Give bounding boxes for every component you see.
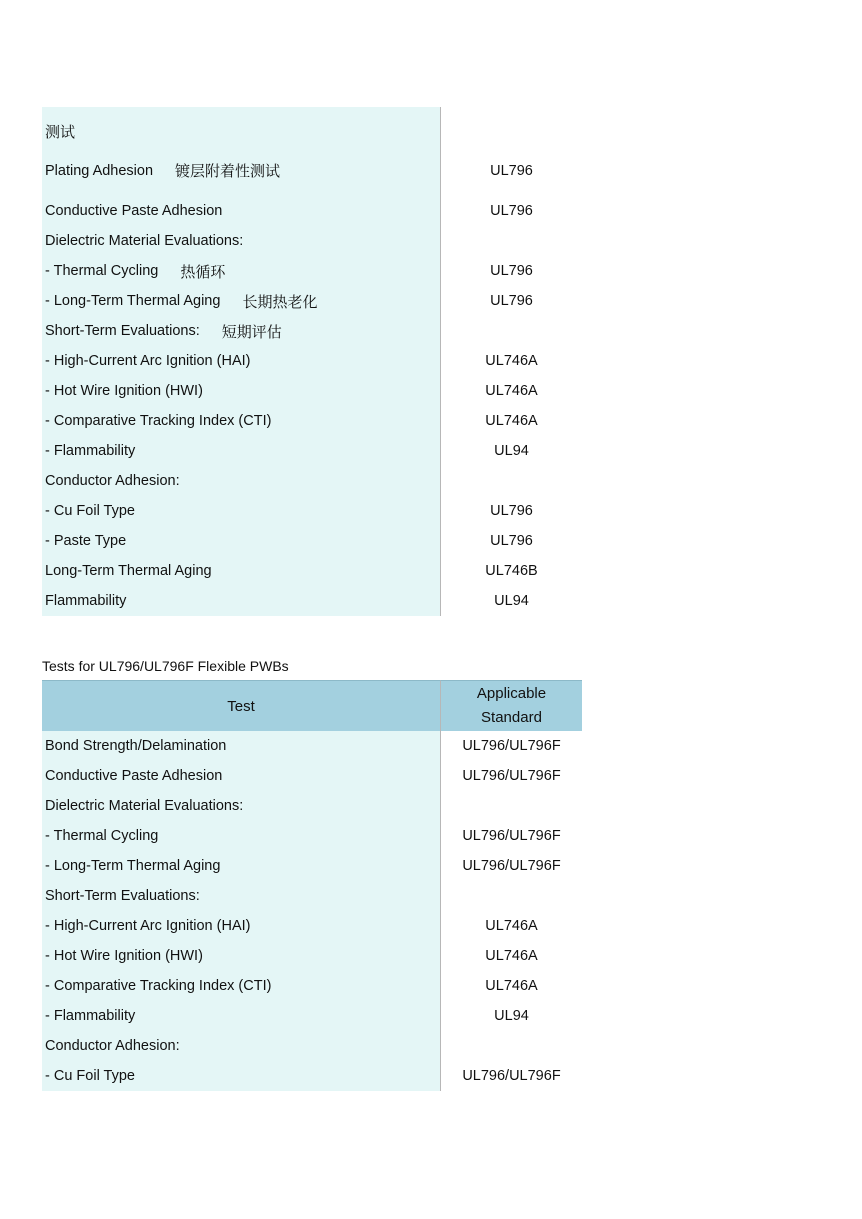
table-row (42, 881, 582, 911)
standard-cell (440, 466, 582, 496)
test-label: Conductive Paste Adhesion (45, 203, 223, 219)
test-cell: - Cu Foil Type (42, 1061, 440, 1091)
test-label: - Hot Wire Ignition (HWI) (45, 383, 203, 399)
test-label: - Cu Foil Type (45, 503, 135, 519)
standard-cell: UL796 (440, 286, 582, 316)
table-row (42, 496, 582, 526)
table-row (42, 586, 582, 616)
table-row (42, 286, 582, 316)
spacer-row (42, 186, 582, 196)
test-cell (42, 196, 440, 226)
table-ul796-rigid (42, 107, 582, 616)
standard-cell: UL94 (440, 1001, 582, 1031)
header-cell-test (42, 107, 440, 155)
test-cell: Short-Term Evaluations: (42, 881, 440, 911)
test-cell: Dielectric Material Evaluations: (42, 791, 440, 821)
table-row (42, 406, 582, 436)
standard-cell (440, 226, 582, 256)
table-row (42, 436, 582, 466)
table-row (42, 821, 582, 851)
standard-cell: UL796 (440, 496, 582, 526)
standard-cell: UL796/UL796F (440, 821, 582, 851)
table-row (42, 941, 582, 971)
test-cell: - Comparative Tracking Index (CTI) (42, 971, 440, 1001)
test-label: - Long-Term Thermal Aging (45, 293, 221, 309)
standard-cell: UL746A (440, 941, 582, 971)
standard-cell: UL746A (440, 971, 582, 1001)
table-row (42, 791, 582, 821)
standard-cell (440, 791, 582, 821)
standard-cell: UL796/UL796F (440, 851, 582, 881)
standard-cell: UL746A (440, 346, 582, 376)
header-cell-standard (440, 680, 582, 731)
table-row (42, 731, 582, 761)
test-cell: - Long-Term Thermal Aging (42, 851, 440, 881)
test-cell: Conductor Adhesion: (42, 1031, 440, 1061)
table-ul796f-flexible (42, 680, 582, 1091)
test-cell (42, 586, 440, 616)
table-row (42, 761, 582, 791)
test-label-zh: 短期评估 (221, 322, 282, 341)
table-header-row (42, 107, 582, 155)
standard-cell: UL796 (440, 256, 582, 286)
table-row (42, 911, 582, 941)
standard-cell: UL796 (440, 155, 582, 186)
header-standard-line2: Standard (481, 709, 542, 726)
table-row (42, 556, 582, 586)
test-label-zh: 热循环 (180, 262, 226, 281)
table-row (42, 526, 582, 556)
table-row (42, 155, 582, 186)
test-label: - Flammability (45, 443, 136, 459)
table-row (42, 971, 582, 1001)
test-cell (42, 526, 440, 556)
header-standard-line1: Applicable (476, 685, 547, 702)
standard-cell: UL796 (440, 526, 582, 556)
test-cell: - Flammability (42, 1001, 440, 1031)
test-label: Dielectric Material Evaluations: (45, 233, 244, 249)
test-label-zh: 长期热老化 (242, 292, 318, 311)
table-row (42, 851, 582, 881)
test-cell (42, 346, 440, 376)
standard-cell: UL796 (440, 196, 582, 226)
test-label: Flammability (45, 593, 127, 609)
test-cell (42, 155, 440, 186)
standard-cell: UL94 (440, 436, 582, 466)
test-label-zh: 镀层附着性测试 (175, 162, 281, 180)
test-label: - Paste Type (45, 533, 127, 549)
test-cell (42, 256, 440, 286)
table-caption: Tests for UL796/UL796F Flexible PWBs (42, 658, 289, 674)
table-row (42, 316, 582, 346)
standard-cell: UL746A (440, 911, 582, 941)
standard-cell: UL796/UL796F (440, 1061, 582, 1091)
test-label: - Comparative Tracking Index (CTI) (45, 413, 272, 429)
table-row (42, 376, 582, 406)
test-label: Conductor Adhesion: (45, 473, 180, 489)
test-cell: Conductive Paste Adhesion (42, 761, 440, 791)
header-cell-standard (440, 107, 582, 155)
table-row (42, 346, 582, 376)
standard-cell: UL796/UL796F (440, 761, 582, 791)
test-cell: - Thermal Cycling (42, 821, 440, 851)
test-cell: Bond Strength/Delamination (42, 731, 440, 761)
test-label: Plating Adhesion (45, 162, 154, 179)
test-label: Short-Term Evaluations: (45, 323, 200, 339)
header-cell-test: Test (42, 680, 440, 731)
test-label: - High-Current Arc Ignition (HAI) (45, 353, 251, 369)
test-cell: - High-Current Arc Ignition (HAI) (42, 911, 440, 941)
table-row (42, 1061, 582, 1091)
test-cell (42, 556, 440, 586)
standard-cell (440, 881, 582, 911)
test-cell (42, 406, 440, 436)
header-zh-label: 测试 (45, 122, 76, 141)
table-row (42, 1001, 582, 1031)
test-cell (42, 376, 440, 406)
standard-cell (440, 316, 582, 346)
standard-cell: UL94 (440, 586, 582, 616)
table-row (42, 256, 582, 286)
table-row (42, 196, 582, 226)
test-cell (42, 496, 440, 526)
test-label: Long-Term Thermal Aging (45, 563, 212, 579)
test-cell (42, 466, 440, 496)
test-cell (42, 316, 440, 346)
table-header-row (42, 680, 582, 731)
test-cell (42, 226, 440, 256)
table-row (42, 1031, 582, 1061)
test-cell: - Hot Wire Ignition (HWI) (42, 941, 440, 971)
spacer-cell (42, 186, 440, 196)
standard-cell: UL746A (440, 406, 582, 436)
spacer-cell (440, 186, 582, 196)
standard-cell: UL746B (440, 556, 582, 586)
standard-cell: UL746A (440, 376, 582, 406)
test-label: - Thermal Cycling (45, 263, 159, 279)
test-cell (42, 436, 440, 466)
test-cell (42, 286, 440, 316)
standard-cell (440, 1031, 582, 1061)
table-row (42, 466, 582, 496)
standard-cell: UL796/UL796F (440, 731, 582, 761)
table-row (42, 226, 582, 256)
